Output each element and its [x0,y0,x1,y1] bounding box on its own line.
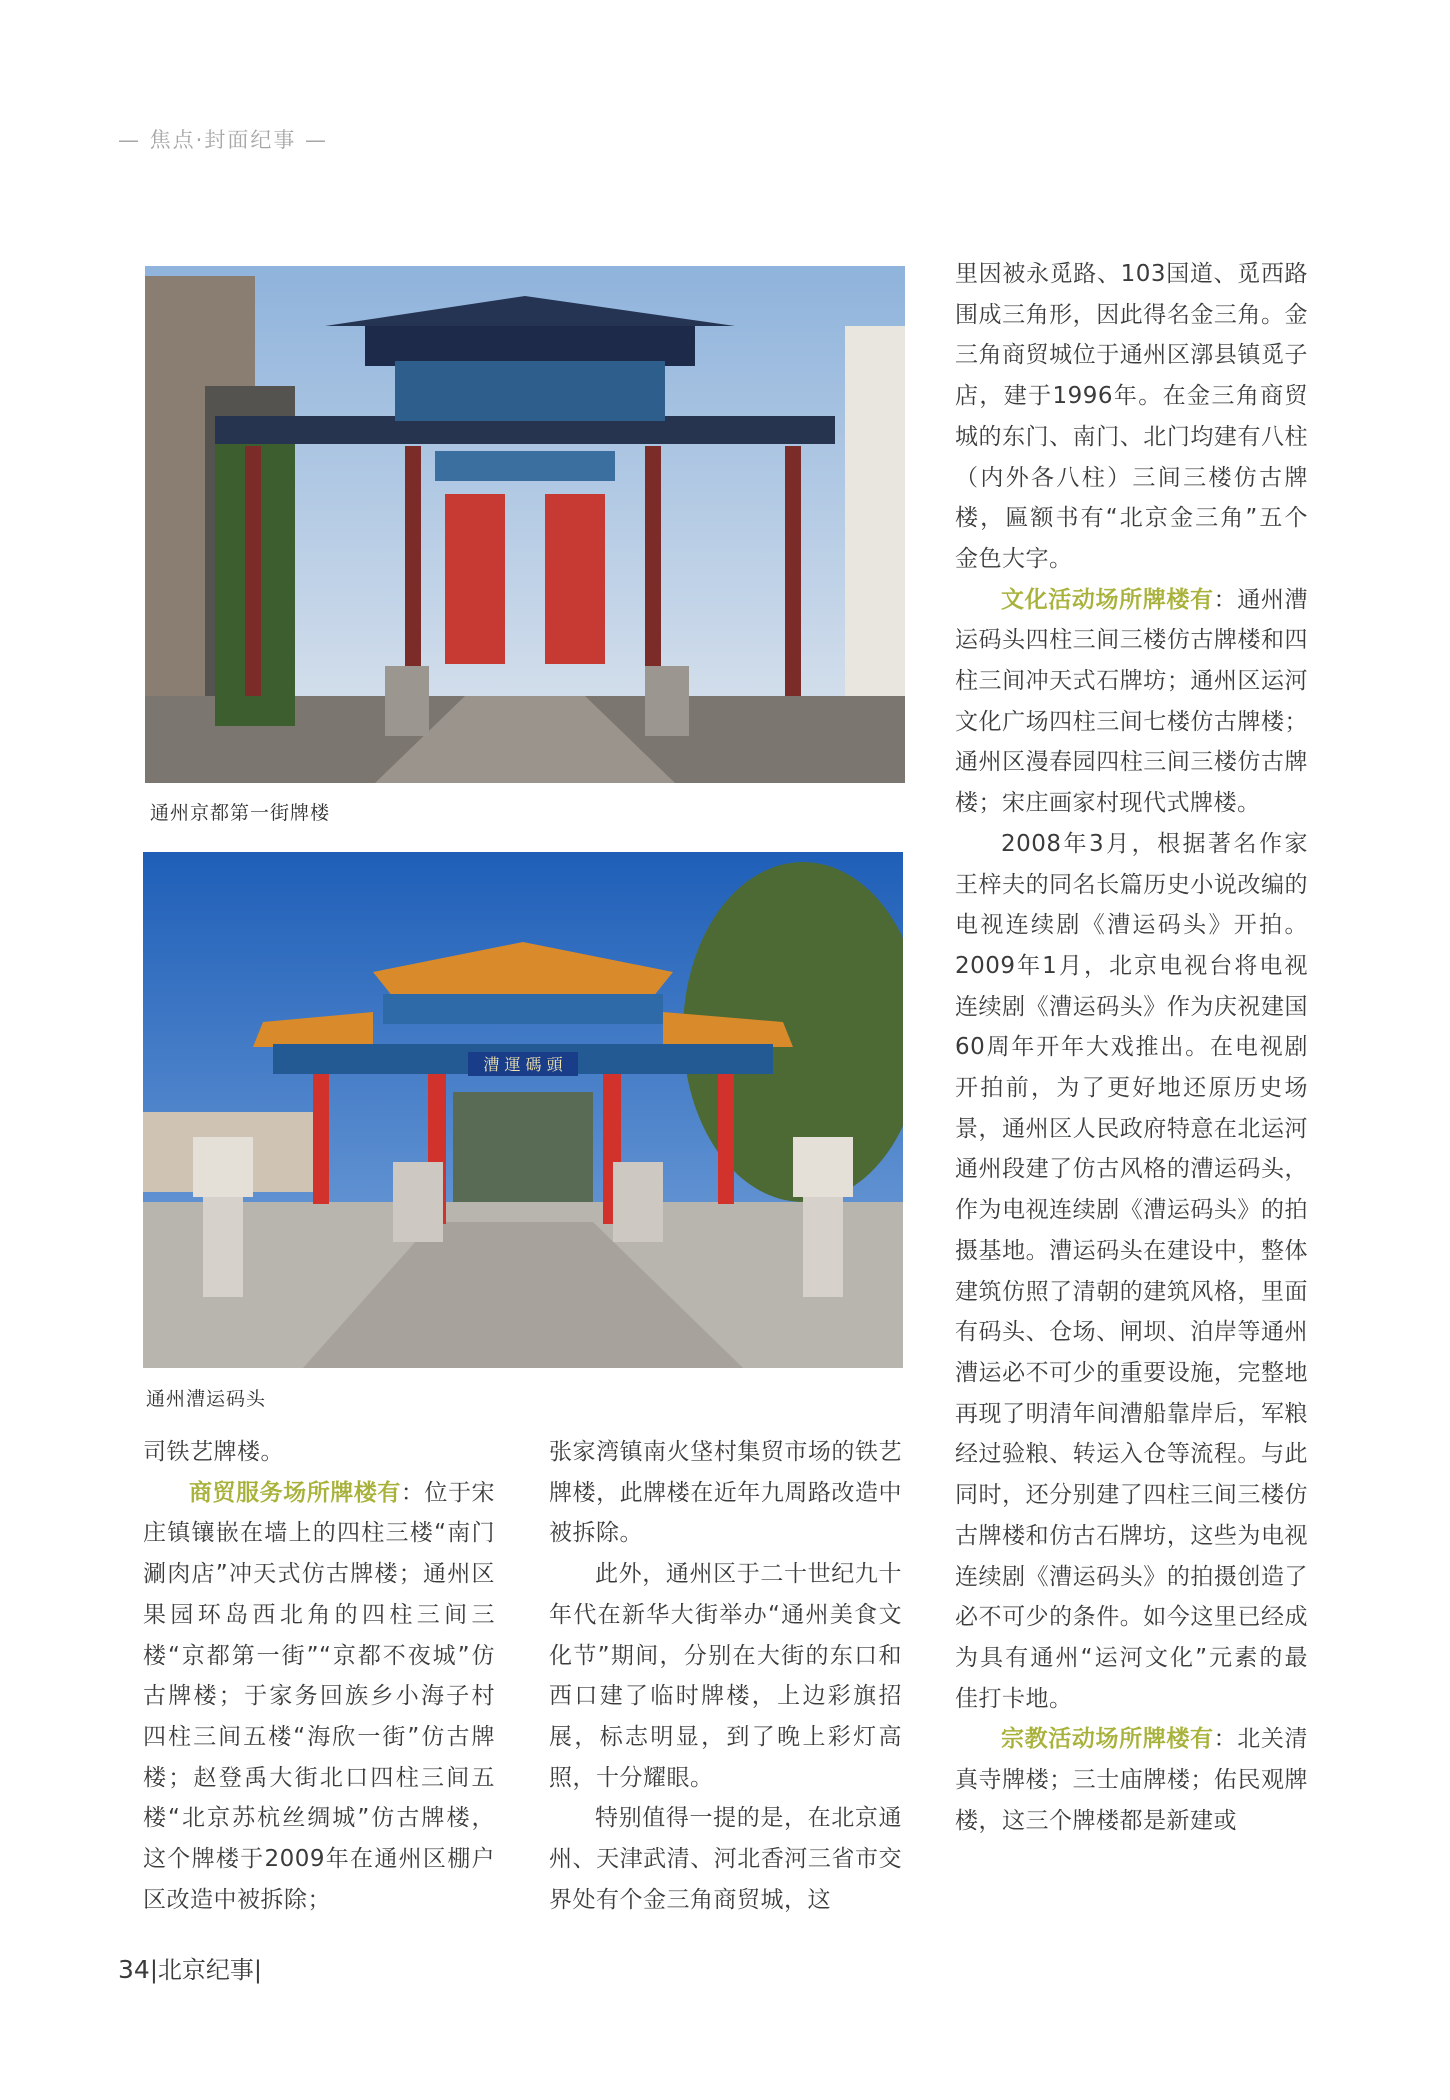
photo-2-caption: 通州漕运码头 [146,1388,267,1410]
paragraph-text: ：位于宋庄镇镶嵌在墙上的四柱三楼“南门涮肉店”冲天式仿古牌楼；通州区果园环岛西北角的四柱三间三楼“京都第一街”“京都不夜城”仿古牌楼；于家务回族乡小海子村四柱三间五楼“海欣一街”仿古牌楼；赵登禹大街北口四柱三间五楼“北京苏杭丝绸城”仿古牌楼，这个牌楼于2009年在通州区棚户区改造中被拆除； [143,1479,496,1913]
paragraph: 里因被永觅路、103国道、觅西路围成三角形，因此得名金三角。金三角商贸城位于通州区漷县镇觅子店，建于1996年。在金三角商贸城的东门、南门、北门均建有八柱（内外各八柱）三间三楼仿古牌楼，匾额书有“北京金三角”五个金色大字。 [955,261,1308,572]
paifang-photo-icon [143,852,903,1368]
paragraph [955,1719,1308,1841]
paragraph: 张家湾镇南火垡村集贸市场的铁艺牌楼，此牌楼在近年九周路改造中被拆除。 [549,1439,902,1547]
text-column-1 [143,1432,495,1920]
photo-1-caption: 通州京都第一街牌楼 [150,802,331,824]
text-column-2 [549,1432,902,1920]
paragraph-text: ：北关清真寺牌楼；三士庙牌楼；佑民观牌楼，这三个牌楼都是新建或 [955,1726,1308,1834]
photo-jingdu-first-street-archway [145,266,905,783]
paragraph [143,1473,495,1921]
highlight-heading: 商贸服务场所牌楼有 [189,1479,401,1506]
magazine-name: |北京纪事| [149,1956,262,1984]
paragraph [955,580,1308,824]
paragraph-text: ：通州漕运码头四柱三间三楼仿古牌楼和四柱三间冲天式石牌坊；通州区运河文化广场四柱三间七楼仿古牌楼；通州区漫春园四柱三间三楼仿古牌楼；宋庄画家村现代式牌楼。 [955,586,1308,817]
paragraph: 此外，通州区于二十世纪九十年代在新华大街举办“通州美食文化节”期间，分别在大街的东口和西口建了临时牌楼，上边彩旗招展，标志明显，到了晚上彩灯高照，十分耀眼。 [549,1561,902,1791]
page-footer [118,1950,262,1985]
plaque-text: 漕 運 碼 頭 [483,1055,563,1074]
text-column-3 [955,254,1308,1841]
running-head: — 焦点·封面纪事 — [118,128,329,152]
paragraph: 特别值得一提的是，在北京通州、天津武清、河北香河三省市交界处有个金三角商贸城，这 [549,1805,902,1913]
highlight-heading: 文化活动场所牌楼有 [1001,586,1214,613]
paragraph: 司铁艺牌楼。 [143,1439,284,1465]
paragraph: 2008年3月，根据著名作家王梓夫的同名长篇历史小说改编的电视连续剧《漕运码头》开拍。2009年1月，北京电视台将电视连续剧《漕运码头》作为庆祝建国60周年开年大戏推出。在电视剧开拍前，为了更好地还原历史场景，通州区人民政府特意在北运河通州段建了仿古风格的漕运码头，作为电视连续剧《漕运码头》的拍摄基地。漕运码头在建设中，整体建筑仿照了清朝的建筑风格，里面有码头、仓场、闸坝、泊岸等通州漕运必不可少的重要设施，完整地再现了明清年间漕船靠岸后，军粮经过验粮、转运入仓等流程。与此同时，还分别建了四柱三间三楼仿古牌楼和仿古石牌坊，这些为电视连续剧《漕运码头》的拍摄创造了必不可少的条件。如今这里已经成为具有通州“运河文化”元素的最佳打卡地。 [955,830,1308,1712]
highlight-heading: 宗教活动场所牌楼有 [1001,1726,1214,1753]
paifang-photo-icon [145,266,905,783]
photo-canal-wharf-archway [143,852,903,1368]
page-number: 34 [118,1955,150,1984]
